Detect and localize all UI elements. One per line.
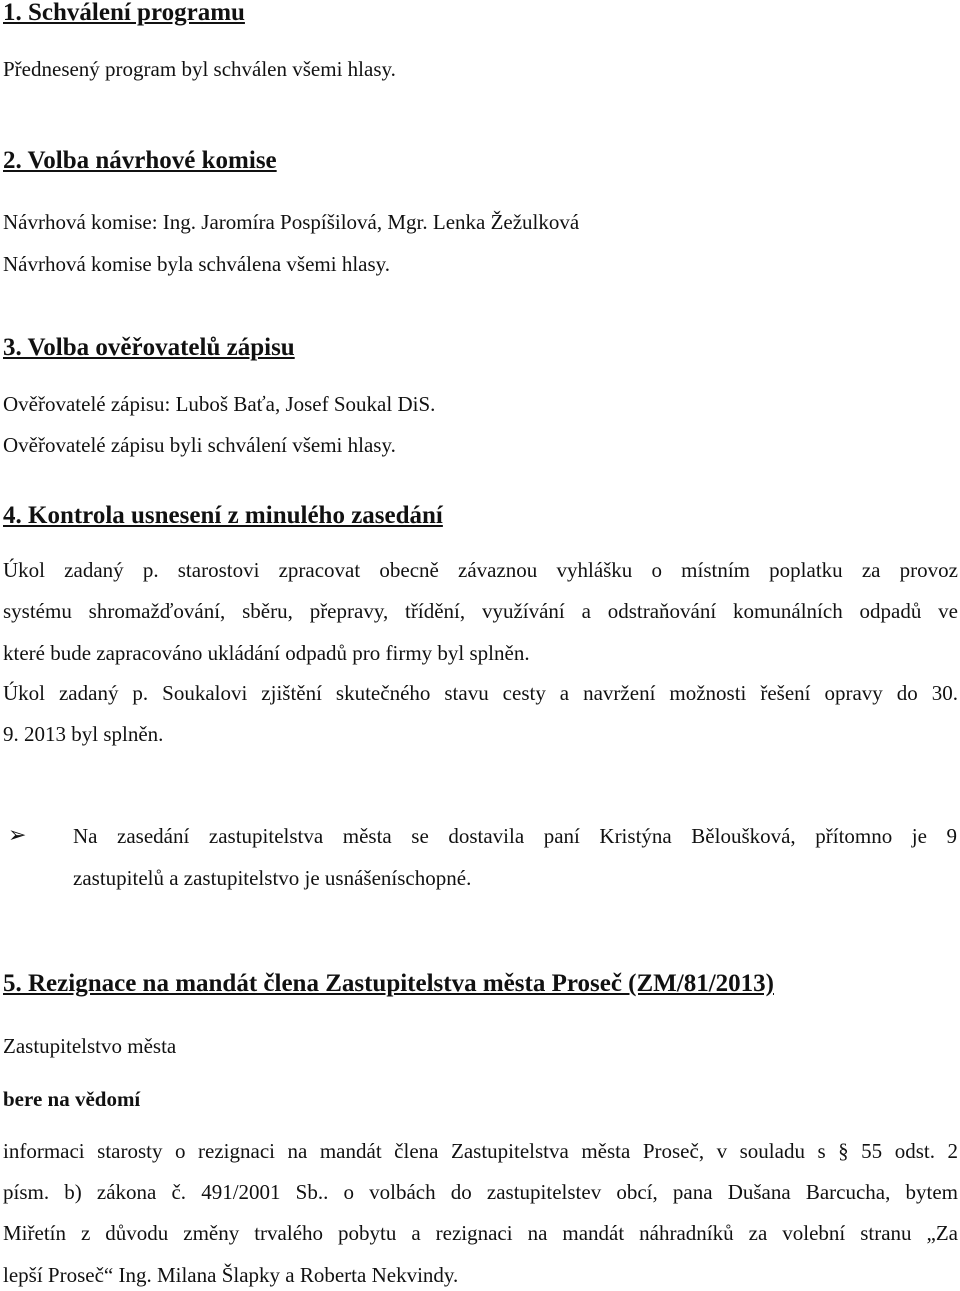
- arrow-bullet-icon: ➢: [8, 822, 27, 847]
- section-4-heading: 4. Kontrola usnesení z minulého zasedání: [3, 502, 443, 529]
- section-4-p1-line-1: Úkol zadaný p. starostovi zpracovat obecně závaznou vyhlášku o místním poplatku za provoz: [3, 558, 958, 582]
- section-4-p1-line-3: které bude zapracováno ukládání odpadů pro firmy byl splněn.: [3, 641, 530, 665]
- attendance-note-line-1: Na zasedání zastupitelstva města se dostavila paní Kristýna Běloušková, přítomno je 9: [73, 824, 957, 848]
- section-2-line-2: Návrhová komise byla schválena všemi hlasy.: [3, 252, 391, 276]
- section-4-p2-line-2: 9. 2013 byl splněn.: [3, 722, 164, 746]
- resolution-verb: bere na vědomí: [3, 1087, 141, 1111]
- section-3-heading: 3. Volba ověřovatelů zápisu: [3, 334, 295, 361]
- attendance-note-line-2: zastupitelů a zastupitelstvo je usnášeníschopné.: [73, 866, 472, 890]
- resolution-subject: Zastupitelstvo města: [3, 1034, 177, 1058]
- resolution-body-line-1: informaci starosty o rezignaci na mandát člena Zastupitelstva města Proseč, v souladu s § 55 odst. 2: [3, 1139, 958, 1163]
- resolution-body-line-4: lepší Proseč“ Ing. Milana Šlapky a Roberta Nekvindy.: [3, 1263, 459, 1287]
- resolution-body-line-3: Miřetín z důvodu změny trvalého pobytu a rezignaci na mandát náhradníků za volební stranu „Za: [3, 1221, 958, 1245]
- section-1-heading: 1. Schválení programu: [3, 0, 245, 26]
- section-2-line-1: Návrhová komise: Ing. Jaromíra Pospíšilová, Mgr. Lenka Žežulková: [3, 210, 580, 234]
- section-4-p2-line-1: Úkol zadaný p. Soukalovi zjištění skutečného stavu cesty a navržení možnosti řešení opravy do 30.: [3, 681, 958, 705]
- section-2-heading: 2. Volba návrhové komise: [3, 147, 277, 174]
- section-1-text: Přednesený program byl schválen všemi hlasy.: [3, 57, 396, 81]
- resolution-body-line-2: písm. b) zákona č. 491/2001 Sb.. o volbách do zastupitelstev obcí, pana Dušana Barcucha, bytem: [3, 1180, 958, 1204]
- section-3-line-1: Ověřovatelé zápisu: Luboš Baťa, Josef Soukal DiS.: [3, 392, 436, 416]
- section-5-heading: 5. Rezignace na mandát člena Zastupitelstva města Proseč (ZM/81/2013): [3, 970, 774, 997]
- section-3-line-2: Ověřovatelé zápisu byli schválení všemi hlasy.: [3, 433, 396, 457]
- section-4-p1-line-2: systému shromažďování, sběru, přepravy, třídění, využívání a odstraňování komunálních odpadů ve: [3, 599, 958, 623]
